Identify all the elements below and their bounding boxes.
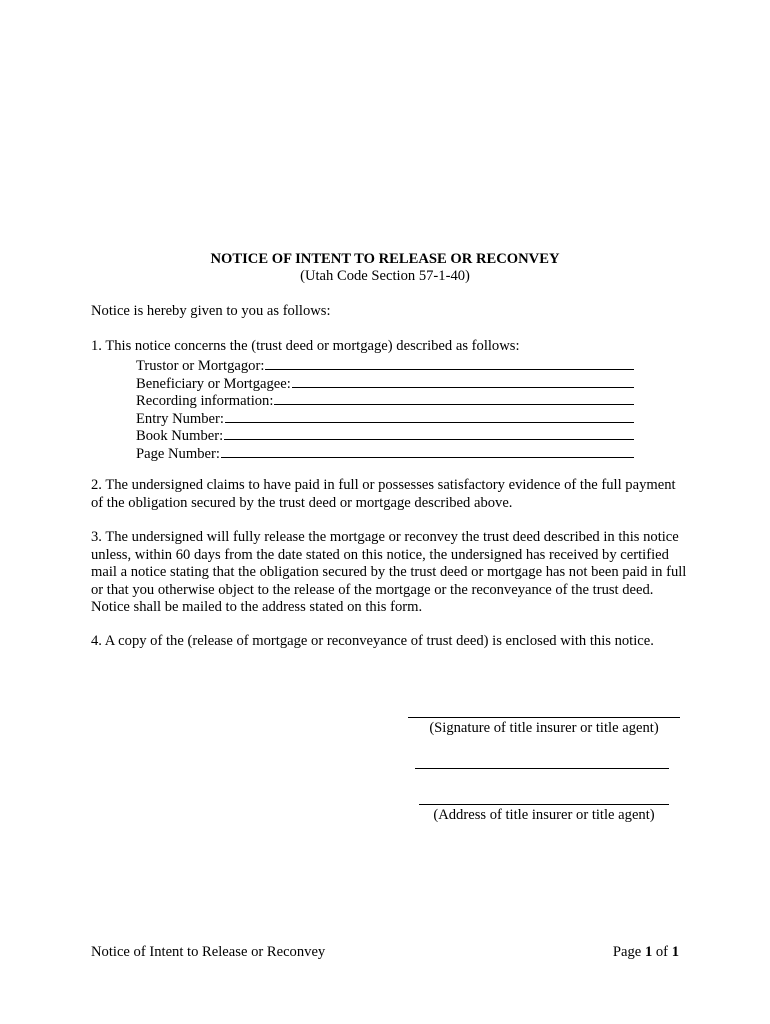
page-prefix: Page: [612, 944, 645, 960]
signature-label: (Signature of title insurer or title agent): [429, 720, 659, 736]
paragraph-3: 3. The undersigned will fully release the mortgage or reconvey the trust deed described in this notice unless, within 60 days from the date stated on this notice, the undersigned has received by certified mail a notice stating that the obligation secured by the trust deed or mortgage has not been paid in full or that you otherwise object to the release of the mortgage or the reconveyance of the trust deed. Notice shall be mailed to the address stated on this form.: [91, 529, 687, 615]
paragraph-2: 2. The undersigned claims to have paid in full or possesses satisfactory evidence of the full payment of the obligation secured by the trust deed or mortgage described above.: [91, 477, 676, 511]
field-label: Beneficiary or Mortgagee:: [136, 375, 291, 392]
field-recording-information: [136, 391, 636, 409]
footer-page-number: [613, 944, 679, 962]
field-label: Entry Number:: [136, 410, 224, 427]
paragraph-1: 1. This notice concerns the (trust deed or mortgage) described as follows:: [91, 338, 520, 354]
entry-number-input-line[interactable]: [225, 409, 634, 423]
field-trustor: [136, 356, 636, 374]
address-label: (Address of title insurer or title agent): [433, 807, 655, 823]
address-line-2[interactable]: [419, 804, 669, 805]
field-label: Book Number:: [136, 428, 224, 444]
field-label: Trustor or Mortgagor:: [136, 358, 265, 374]
footer-document-name: Notice of Intent to Release or Reconvey: [91, 944, 326, 960]
trustor-input-line[interactable]: [265, 356, 634, 370]
field-page-number: [136, 444, 636, 462]
deed-field-list: [136, 356, 636, 461]
signature-line[interactable]: [408, 717, 680, 718]
document-title: NOTICE OF INTENT TO RELEASE OR RECONVEY: [210, 251, 560, 267]
field-book-number: [136, 426, 636, 444]
field-beneficiary: [136, 374, 636, 392]
recording-information-input-line[interactable]: [274, 391, 634, 405]
field-label: Page Number:: [136, 445, 220, 462]
field-label: Recording information:: [136, 393, 274, 409]
field-entry-number: [136, 409, 636, 427]
book-number-input-line[interactable]: [224, 426, 634, 440]
intro-text: Notice is hereby given to you as follows:: [91, 303, 331, 319]
beneficiary-input-line[interactable]: [292, 374, 634, 388]
paragraph-4: 4. A copy of the (release of mortgage or reconveyance of trust deed) is enclosed with this notice.: [91, 633, 654, 649]
page-current: 1: [644, 944, 653, 960]
address-line-1[interactable]: [415, 768, 669, 769]
document-subtitle: (Utah Code Section 57-1-40): [300, 268, 470, 284]
page-of: of: [652, 944, 672, 960]
page-number-input-line[interactable]: [221, 444, 634, 458]
page-total: 1: [671, 944, 679, 960]
